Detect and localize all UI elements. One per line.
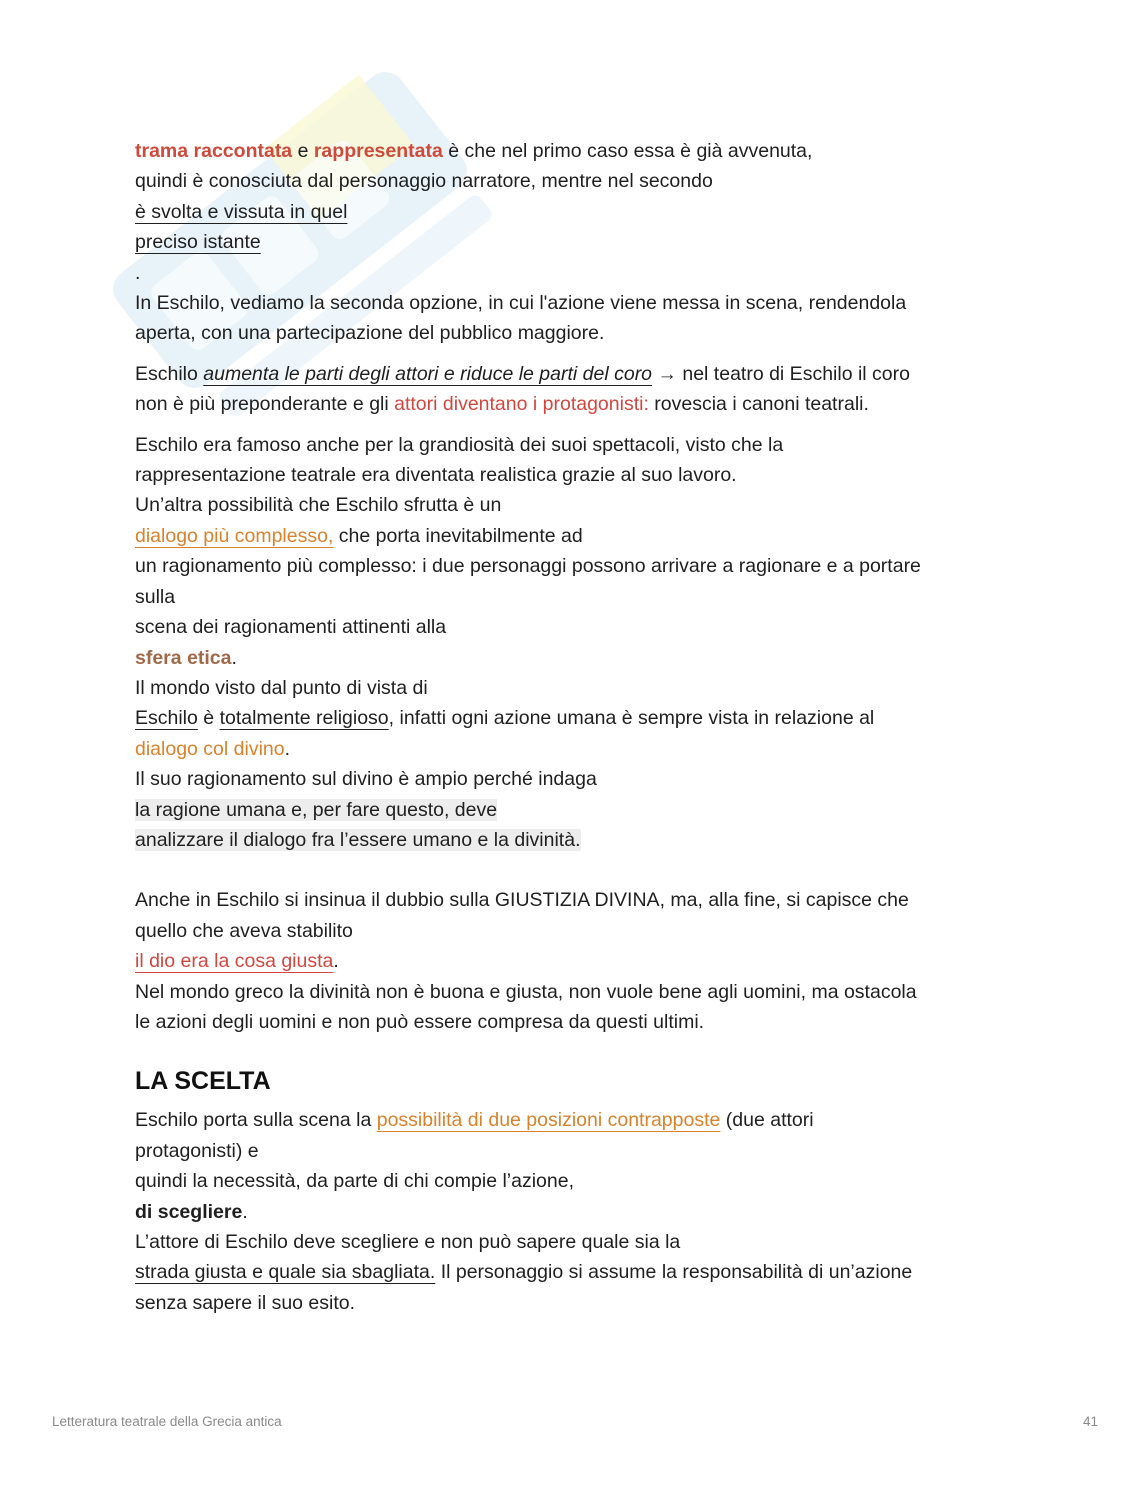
underlined-phrase: è svolta e vissuta in quel	[135, 200, 348, 223]
bold-phrase: di scegliere	[135, 1200, 243, 1223]
underlined-phrase: totalmente religioso	[219, 707, 389, 730]
section-heading: LA SCELTA	[135, 1067, 271, 1096]
underlined-phrase: preciso istante	[135, 231, 261, 254]
underlined-phrase: strada giusta e quale sia sbagliata.	[135, 1261, 436, 1284]
highlight-red-phrase: attori diventano i protagonisti:	[394, 393, 649, 416]
footer-title: Letteratura teatrale della Grecia antica	[52, 1414, 282, 1429]
highlight-orange-phrase: dialogo col divino	[135, 737, 285, 760]
paragraph-giustizia: Anche in Eschilo si insinua il dubbio sulla GIUSTIZIA DIVINA, ma, alla fine, si capisce che quello che aveva stabilito il dio era la cosa giusta. Nel mondo greco la divinità non è buona e giusta, non vuole bene agli uomini, ma ostacola le azioni degli uomini e non può essere compresa da questi ultimi.	[135, 889, 917, 1033]
highlight-red-phrase: il dio era la cosa giusta	[135, 950, 334, 973]
underlined-phrase: Eschilo	[135, 707, 198, 730]
gray-highlight-line: analizzare il dialogo fra l’essere umano e la divinità.	[135, 828, 581, 851]
highlight-orange-phrase: dialogo più complesso,	[135, 524, 334, 547]
term-sfera-etica: sfera etica	[135, 646, 232, 669]
page-number: 41	[1082, 1414, 1098, 1429]
italic-underlined-phrase: aumenta le parti degli attori e riduce le parti del coro	[203, 362, 653, 385]
highlight-orange-phrase: possibilità di due posizioni contrapposte	[376, 1109, 721, 1132]
term-trama-raccontata: trama raccontata	[135, 140, 293, 162]
paragraph-attori: Eschilo aumenta le parti degli attori e riduce le parti del coro → nel teatro di Eschilo il coro non è più preponderante e gli attori diventano i protagonisti: rovescia i canoni teatrali.	[135, 362, 910, 416]
document-body	[135, 136, 1015, 1318]
paragraph-scelta: Eschilo porta sulla scena la possibilità di due posizioni contrapposte (due attori protagonisti) e quindi la necessità, da parte di chi compie l’azione, di scegliere. L’attore di Eschilo deve scegliere e non può sapere quale sia la strada giusta e quale sia sbagliata. Il personaggio si assume la responsabilità di un’azione senza sapere il suo esito.	[135, 1109, 913, 1314]
term-rappresentata: rappresentata	[313, 140, 443, 162]
paragraph-intro: trama raccontata e rappresentata è che nel primo caso essa è già avvenuta, quindi è conosciuta dal personaggio narratore, mentre nel secondo è svolta e vissuta in quel preciso istante . In Eschilo, vediamo la seconda opzione, in cui l'azione viene messa in scena, rendendola aperta, con una partecipazione del pubblico maggiore.	[135, 140, 907, 345]
gray-highlight-line: la ragione umana e, per fare questo, deve	[135, 798, 498, 821]
paragraph-grandiosita: Eschilo era famoso anche per la grandiosità dei suoi spettacoli, visto che la rappresentazione teatrale era diventata realistica grazie al suo lavoro. Un’altra possibilità che Eschilo sfrutta è un dialogo più complesso, che porta inevitabilmente ad un ragionamento più complesso: i due personaggi possono arrivare a ragionare e a portare sulla scena dei ragionamenti attinenti alla sfera etica. Il mondo visto dal punto di vista di Eschilo è totalmente religioso, infatti ogni azione umana è sempre vista in relazione al dialogo col divino. Il suo ragionamento sul divino è ampio perché indaga la ragione umana e, per fare questo, deve analizzare il dialogo fra l’essere umano e la divinità.	[135, 433, 921, 851]
